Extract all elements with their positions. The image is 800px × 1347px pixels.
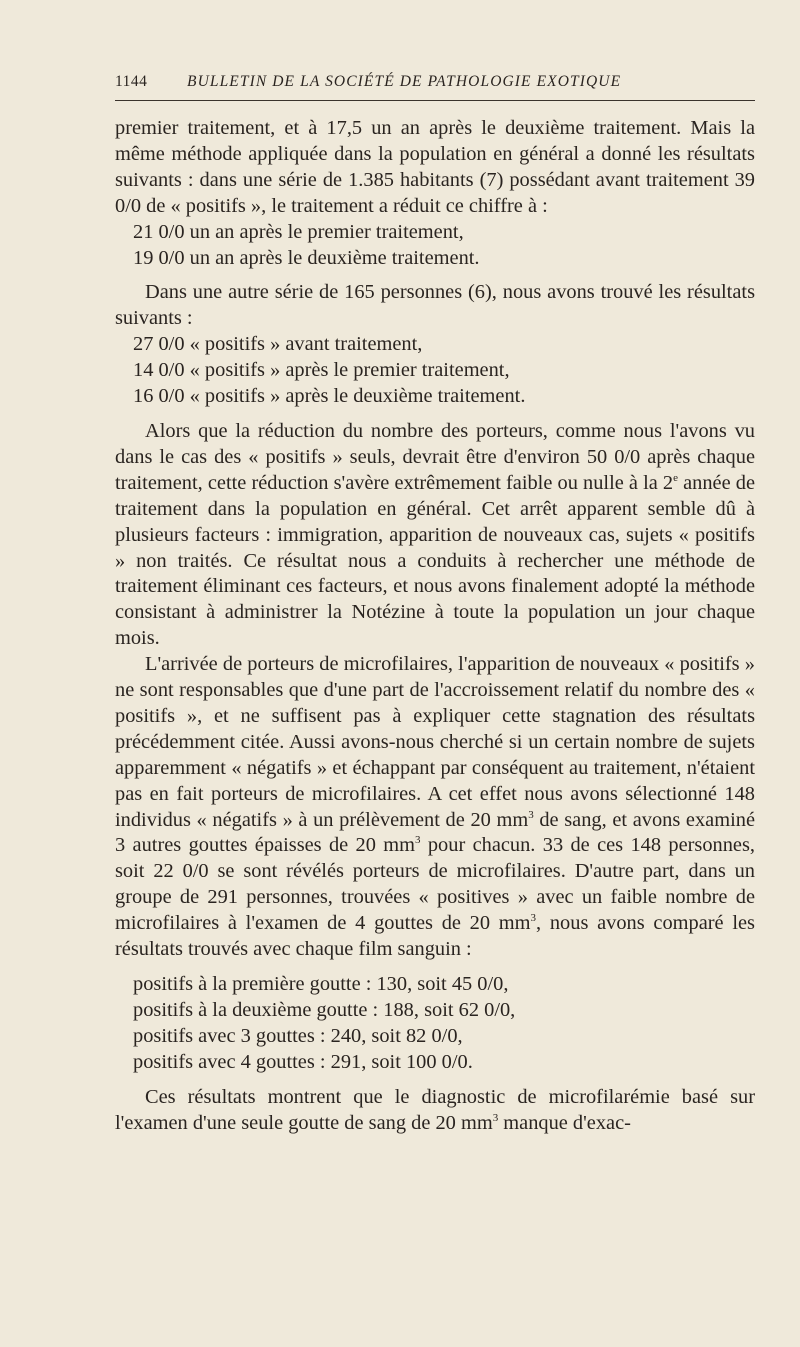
results-list-drops xyxy=(115,972,755,1076)
paragraph-microfilaria xyxy=(115,652,755,963)
list-item: positifs avec 3 gouttes : 240, soit 82 0/0, xyxy=(133,1024,463,1047)
header-rule xyxy=(115,100,755,101)
text-run: L'arrivée de porteurs de microfilaires, l'apparition de nouveaux « positifs » ne sont responsables que d'une part de l'accroissement relatif du nombre des « positifs », et ne suffisent pas à expliquer cette stagnation des résultats précédemment citée. Aussi avons-nous cherché si un certain nombre de sujets apparemment « négatifs » et échappant par conséquent au traitement, n'étaient pas en fait porteurs de microfilaires. A cet effet nous avons sélectionné 148 individus « négatifs » à un prélèvement de 20 mm xyxy=(115,653,755,831)
superscript: 3 xyxy=(492,1111,499,1124)
page-number: 1144 xyxy=(115,73,148,90)
list-item: 14 0/0 « positifs » après le premier traitement, xyxy=(133,359,510,382)
results-list-general xyxy=(115,220,755,272)
paragraph-conclusion xyxy=(115,1085,755,1137)
list-item: 21 0/0 un an après le premier traitement, xyxy=(133,220,464,243)
running-header xyxy=(115,73,755,91)
list-item: positifs à la première goutte : 130, soit 45 0/0, xyxy=(133,973,509,995)
superscript: e xyxy=(673,471,678,484)
text-run: Alors que la réduction du nombre des porteurs, comme nous l'avons vu dans le cas des « positifs » seuls, devrait être d'environ 50 0/0 après chaque traitement, cette réduction s'avère extrêmement faible ou nulle à la 2 xyxy=(115,419,755,494)
text-run: Ces résultats montrent que le diagnostic de microfilarémie basé sur l'examen d'une seule goutte de sang de 20 mm xyxy=(115,1085,755,1134)
list-item: positifs avec 4 gouttes : 291, soit 100 0/0. xyxy=(133,1050,473,1073)
text-run: , nous avons comparé les résultats trouvés avec chaque film sanguin : xyxy=(115,912,755,961)
text-run: de sang, et avons examiné 3 autres gouttes épaisses de 20 mm xyxy=(115,808,755,857)
list-item: 27 0/0 « positifs » avant traitement, xyxy=(133,333,423,356)
text-run: pour chacun. 33 de ces 148 personnes, soit 22 0/0 se sont révélés porteurs de microfilaires. D'autre part, dans un groupe de 291 personnes, trouvées « positives » avec un faible nombre de microfilaires à l'examen de 4 gouttes de 20 mm xyxy=(115,834,756,935)
list-item: 16 0/0 « positifs » après le deuxième traitement. xyxy=(133,385,526,408)
text-run: année de traitement dans la population en général. Cet arrêt apparent semble dû à plusieurs facteurs : immigration, apparition de nouveaux cas, sujets « positifs » non traités. Ce résultat nous a conduits à rechercher une méthode de traitement éliminant ces facteurs, et nous avons finalement adopté la méthode consistant à administrer la Notézine à toute la population un jour chaque mois. xyxy=(115,471,755,650)
text-run: manque d'exac- xyxy=(498,1111,631,1134)
paragraph-second-series: Dans une autre série de 165 personnes (6), nous avons trouvé les résultats suivants : xyxy=(115,281,755,330)
paragraph-reduction xyxy=(115,419,755,652)
results-list-series xyxy=(115,332,755,410)
list-item: positifs à la deuxième goutte : 188, soit 62 0/0, xyxy=(133,998,516,1021)
list-item: 19 0/0 un an après le deuxième traitement. xyxy=(133,246,480,269)
paragraph-continued: premier traitement, et à 17,5 un an après le deuxième traitement. Mais la même méthode appliquée dans la population en général a donné les résultats suivants : dans une série de 1.385 habitants (7) possédant avant traitement 39 0/0 de « positifs », le traitement a réduit ce chiffre à : xyxy=(115,117,755,217)
superscript: 3 xyxy=(528,808,534,821)
article-body xyxy=(115,116,755,1136)
superscript: 3 xyxy=(530,912,537,925)
superscript: 3 xyxy=(415,834,421,847)
journal-title: BULLETIN DE LA SOCIÉTÉ DE PATHOLOGIE EXOTIQUE xyxy=(187,73,622,90)
